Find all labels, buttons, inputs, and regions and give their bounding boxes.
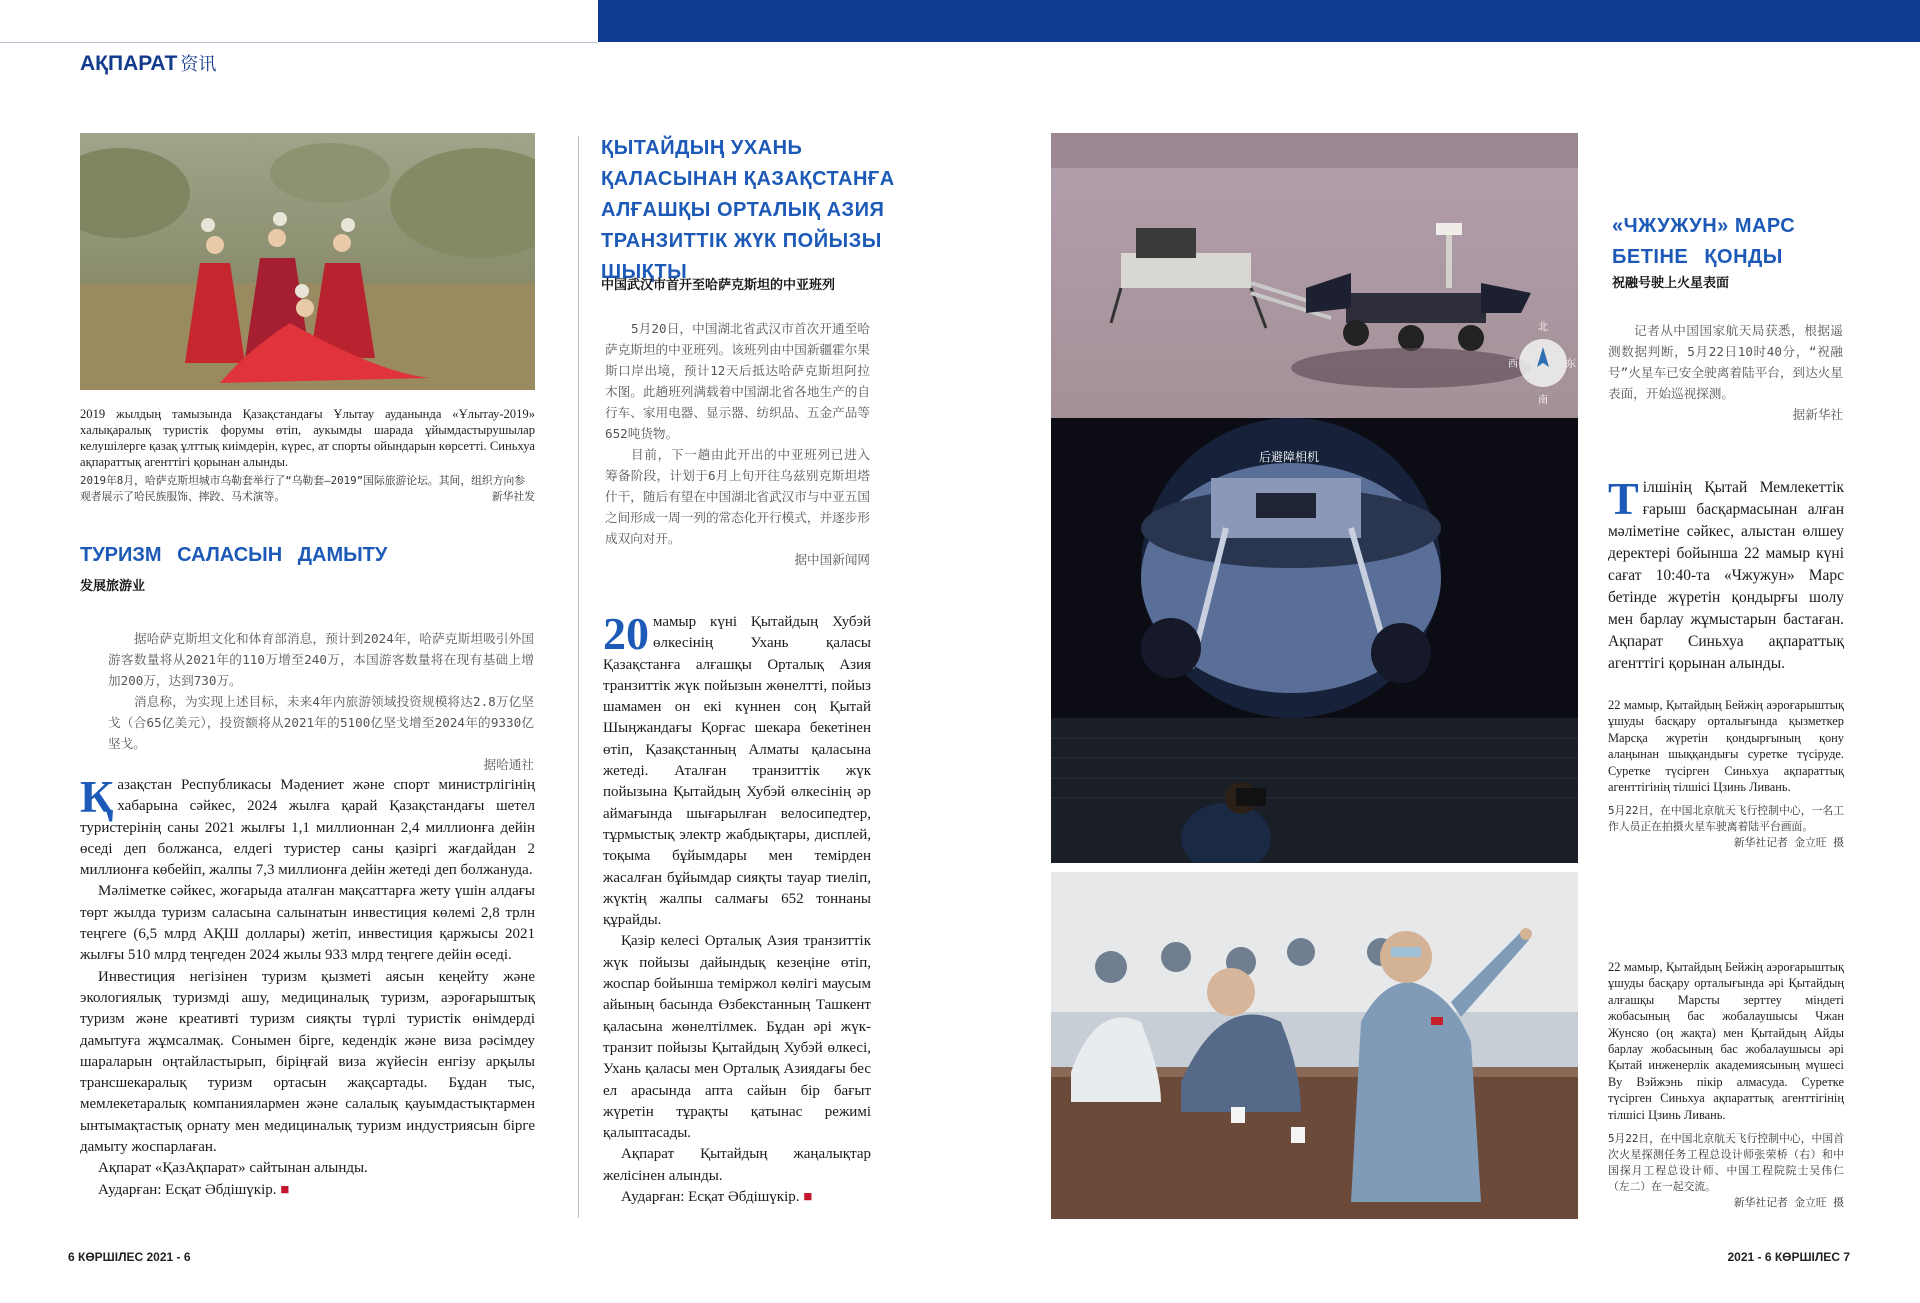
mars-title-kz-line-1: «ЧЖУЖУН» МАРС: [1612, 215, 1796, 237]
photo-caption-kz: 2019 жылдың тамызында Қазақстандағы Ұлытау ауданында «Ұлытау-2019» халықаралық туристік форумы өтіп, аукымды шарада ұйымдастырушылар келушілерге қазақ ұлттық киімдерін, күрес, ат спорты ойындарын көрсетті. Синьхуа ақпараттық агенттігі қорынан алынды.: [80, 407, 535, 469]
mars-kz-paragraph: ілшінің Қытай Мемлекеттік ғарыш басқармасынан алған мәліметіне сәйкес, алыстан өлшеу деректері бойынша 22 мамыр күні сағат 10:40-та «Чжужун» Марс бетінде жүретін қондырғы шолу мен барлау жұмыстарын бастаған. Ақпарат Синьхуа ақпараттық агенттігі қорынан алынды.: [1608, 479, 1844, 672]
train-zh-source: 据中国新闻网: [794, 552, 870, 567]
mars-caption-2-kz: 22 мамыр, Қытайдың Бейжің аэроғарыштық ұшуды басқару орталығында әрі Қытайдың алғашқы Марсты зерттеу міндеті жобасының бас жобалаушысы Чжан Жунсяо (оң жақта) мен Қытайдың Айды барлау жобасының бас жобалаушысы әрі Қытай инженерлік академиясының мүшесі Ву Вэйжэнь пікір алмасуда. Суретке түсірген Синьхуа ақпараттық агенттігінің тілшісі Цзинь Ливань.: [1608, 960, 1844, 1122]
mars-zh-body: [1608, 320, 1843, 425]
mars-zh-source: 据新华社: [1792, 407, 1843, 422]
tourism-zh-source: 据哈通社: [483, 757, 534, 772]
section-label-kz: АҚПАРАТ: [80, 52, 178, 75]
train-zh-paragraph-2: 目前，下一趟由此开出的中亚班列已进入筹备阶段，计划于6月上旬开往乌兹别克斯坦塔什干，随后有望在中国湖北省武汉市与中亚五国之间形成一周一列的常态化开行模式，并逐步形成双向对开。: [605, 447, 870, 546]
train-title-kz: ҚЫТАЙДЫҢ УХАНЬ ҚАЛАСЫНАН ҚАЗАҚСТАНҒА АЛҒАШҚЫ ОРТАЛЫҚ АЗИЯ ТРАНЗИТТІК ЖҮК ПОЙЫЗЫ ШЫҚТЫ: [601, 137, 895, 283]
end-mark: ■: [280, 1181, 290, 1198]
train-kz-paragraph-2: Қазір келесі Орталық Азия транзиттік жүк пойызы дайындық кезеңіне өтіп, жоспар бойынша теміржол көлігі маусым айының басында Өзбекстанның Ташкент қаласына жөнелтілмек. Бұдан әрі жүк-транзит пойызы Қытайдың Хубэй өлкесі, Ухань қаласы мен Орталық Азиядағы бес ел арасында апта сайын бір бағыт жүретін тұрақты қатынас режимі қалыптасады.: [603, 933, 871, 1142]
mars-title-kz: [1612, 211, 1842, 273]
train-title-zh: 中国武汉市首开至哈萨克斯坦的中亚班列: [601, 277, 836, 292]
tourism-title-kz: ТУРИЗМ САЛАСЫН ДАМЫТУ: [80, 544, 388, 566]
footer-right: 2021 - 6 КӨРШІЛЕС 7: [1727, 1250, 1850, 1264]
tourism-zh-paragraph-1: 据哈萨克斯坦文化和体育部消息，预计到2024年，哈萨克斯坦吸引外国游客数量将从2021年的110万增至240万，本国游客数量将在现有基础上增加200万，达到730万。: [108, 631, 534, 688]
compass-north: 北: [1538, 322, 1548, 333]
section-label: [80, 50, 216, 76]
train-kz-source: Ақпарат Қытайдың жаңалықтар желісінен алынды.: [603, 1146, 871, 1184]
engineers-photo: [1051, 872, 1578, 1219]
tourism-zh-paragraph-2: 消息称，为实现上述目标，未来4年内旅游领域投资规模将达2.8万亿坚戈（合65亿美元），投资额将从2021年的5100亿坚戈增至2024年的9330亿坚戈。: [108, 694, 534, 751]
tourism-kz-body: [80, 771, 535, 1201]
mars-rover-photo: [1051, 133, 1578, 418]
tourism-kz-paragraph-3: Инвестиция негізінен туризм қызметі аясын кеңейту және экологиялық туризмді ашу, медициналық туризм, аэроғарыштық туризм және креативті туризм сияқты түрлі туристік өнімдерді дамытуға жұмсалмақ. Сонымен бірге, кедендік және виза рәсімдеу шараларын оңтайластырып, біріңғай виза жүйесін енгізу арқылы трансшекаралық туризм ортасын жақсартады. Бұдан тыс, мемлекетаралық компаниялармен және салалық қауымдастықтармен ынтымақтастық орнату мен медициналық туризм индустриясын бірге дамыту жоспарлаған.: [80, 968, 535, 1156]
mars-title-kz-line-2: БЕТІНЕ ҚОНДЫ: [1612, 246, 1783, 268]
mars-caption-2-zh: 5月22日，在中国北京航天飞行控制中心，中国首次火星探测任务工程总设计师张荣桥（右）和中国探月工程总设计师、中国工程院院士吴伟仁（左二）在一起交流。: [1608, 1132, 1844, 1194]
mars-caption-1: [1608, 697, 1844, 851]
end-mark: ■: [803, 1189, 813, 1206]
train-kz-paragraph-1: мамыр күні Қытайдың Хубэй өлкесінің Ухань қаласы Қазақстанға алғашқы Орталық Азия транзиттік жүк пойызын жөнелтті, пойыз шамамен он екі күннен соң Қытай Шыңжандағы Қорғас шекара бекетінен өтіп, Қазақстанның Алматы қаласына жетеді. Аталған транзиттік жүк пойызына Қытайдың Хубэй өлкесінің әр аймағында шығарылған велосипедтер, тұрмыстық электр жабдықтары, дисплей, тоқыма бұйымдары мен темірден жасалған бұйымдар сияқты тауар тиеліп, жүктің жалпы салмағы 652 тоннаны құрайды.: [603, 614, 871, 929]
train-zh-paragraph-1: 5月20日，中国湖北省武汉市首次开通至哈萨克斯坦的中亚班列。该班列由中国新疆霍尔果斯口岸出境，预计12天后抵达哈萨克斯坦阿拉木图。此趟班列满载着中国湖北省各地生产的自行车、家用电器、显示器、纺织品、五金产品等652吨货物。: [605, 321, 870, 441]
tourism-title-zh: 发展旅游业: [80, 578, 146, 593]
mars-title-zh: 祝融号驶上火星表面: [1612, 275, 1730, 290]
tourism-zh-body: [108, 628, 534, 775]
compass-west: 西: [1508, 359, 1518, 370]
mars-caption-1-zh: 5月22日，在中国北京航天飞行控制中心，一名工作人员正在拍摄火星车驶离着陆平台画面。: [1608, 804, 1844, 834]
mars-caption-2: [1608, 959, 1844, 1211]
mars-zh-paragraph: 记者从中国国家航天局获悉，根据遥测数据判断，5月22日10时40分，“祝融号”火星车已安全驶离着陆平台，到达火星表面，开始巡视探测。: [1608, 323, 1843, 401]
photo-caption-zh-text: 2019年8月，哈萨克斯坦城市乌勒套举行了“乌勒套—2019”国际旅游论坛。其间，组织方向参观者展示了哈民族服饰、摔跤、马术演等。: [80, 474, 526, 503]
train-kz-translator: Аударған: Есқат Әбдішүкір.: [621, 1189, 800, 1206]
photo-caption-zh-source: 新华社发: [491, 490, 535, 503]
mars-kz-body: [1608, 473, 1844, 675]
mars-caption-1-source: 新华社记者 金立旺 摄: [1733, 836, 1844, 850]
train-zh-body: [605, 318, 870, 570]
screen-label: 后避障相机: [1258, 450, 1320, 464]
column-divider: [578, 136, 579, 1218]
dancers-photo: [80, 133, 535, 390]
mars-drop-cap: Т: [1608, 473, 1639, 524]
compass-south: 南: [1538, 395, 1548, 406]
tourism-kz-source: Ақпарат «ҚазАқпарат» сайтынан алынды.: [98, 1160, 368, 1177]
control-room-screen-photo: [1051, 418, 1578, 863]
train-drop-number: 20: [603, 608, 649, 659]
tourism-drop-cap: Қ: [80, 771, 114, 822]
tourism-kz-paragraph-1: азақстан Республикасы Мәдениет және спорт министрлігінің хабарына сәйкес, 2024 жылға қарай Қазақстандағы шетел туристерінің саны 2021 жылғы 1,1 миллионнан 2,4 миллионға дейін өседі деп болжанса, елдегі туристер саны қазіргі жағдайдан 2 миллионға көбейіп, жалпы 7,3 миллионға дейін жетеді деп болжануда.: [80, 777, 535, 879]
section-label-zh: 资讯: [180, 54, 217, 74]
mars-caption-1-kz: 22 мамыр, Қытайдың Бейжің аэроғарыштық ұшуды басқару орталығында қызметкер Марсқа жүретін қондырғының қону алаңынан шыққандығы суретке түсіруде. Суретке түсірген Синьхуа ақпараттық агенттігінің тілшісі Цзинь Ливань.: [1608, 698, 1844, 795]
photo-caption-zh: [80, 473, 535, 505]
top-color-bar: [598, 0, 1920, 42]
mars-caption-2-source: 新华社记者 金立旺 摄: [1733, 1196, 1844, 1210]
header-rule: [0, 42, 598, 43]
compass-east: 东: [1566, 359, 1576, 370]
footer-left: 6 КӨРШІЛЕС 2021 - 6: [68, 1250, 191, 1264]
train-kz-body: [603, 608, 871, 1208]
tourism-kz-paragraph-2: Мәліметке сәйкес, жоғарыда аталған мақсаттарға жету үшін алдағы төрт жылда туризм саласына салынатын инвестиция көлемі 2,8 трлн теңгеге (6,5 млрд АҚШ доллары) жетіп, инвестиция қаржысы 2021 жылғы 510 млрд теңгеден 2024 жылы 933 млрд теңгеге дейін өседі.: [80, 883, 535, 964]
tourism-kz-translator: Аударған: Есқат Әбдішүкір.: [98, 1181, 277, 1198]
